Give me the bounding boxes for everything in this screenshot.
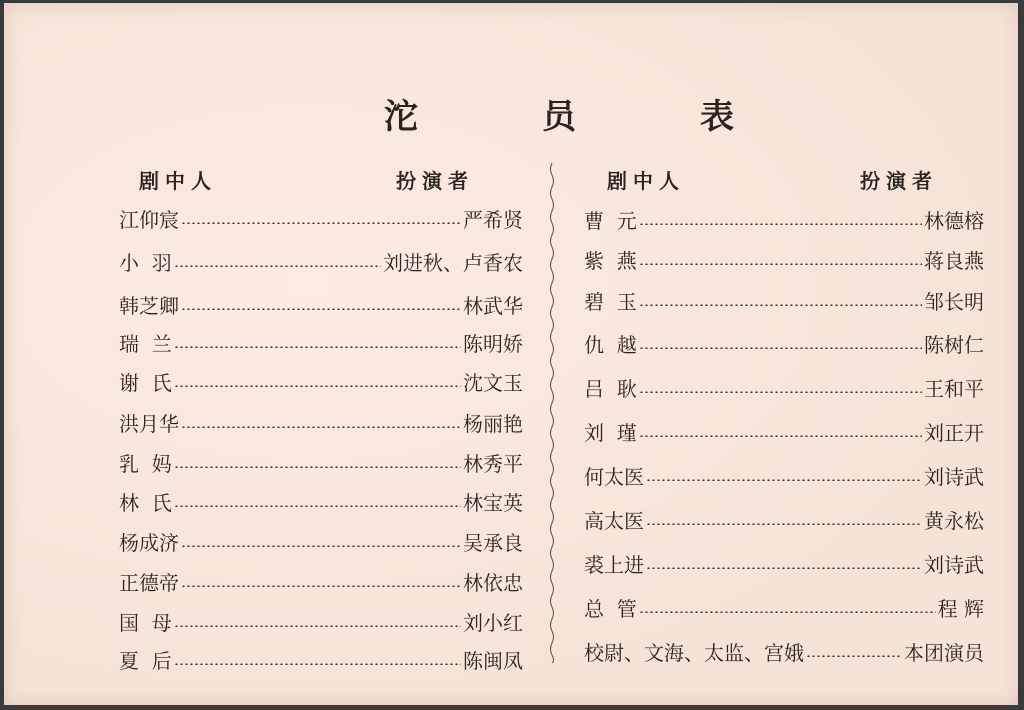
leader-dots [646,479,922,481]
leader-dots [181,308,461,310]
cast-row [119,526,523,556]
cast-row [584,328,984,358]
actor-name: 刘诗武 [924,464,984,489]
role-name: 碧 玉 [584,289,637,314]
leader-dots [639,611,936,613]
cast-row [119,566,523,596]
actor-name: 林宝英 [463,490,523,515]
actor-name: 沈文玉 [463,370,523,395]
cast-row [584,285,984,315]
role-name: 曹 元 [584,208,637,233]
cast-row [119,327,523,357]
role-name: 紫 燕 [584,248,637,273]
cast-row [119,246,523,276]
role-name: 国 母 [119,610,172,635]
cast-row [119,447,523,477]
cast-row [119,644,523,674]
actor-name: 刘小红 [463,610,523,635]
leader-dots [639,304,922,306]
cast-row [119,366,523,396]
actor-name: 刘诗武 [924,552,984,577]
leader-dots [174,385,461,387]
leader-dots [181,545,461,547]
role-name: 瑞 兰 [119,331,172,356]
role-name: 高太医 [584,508,644,533]
actor-name: 蒋良燕 [924,248,984,273]
cast-row [584,636,984,666]
role-name: 何太医 [584,464,644,489]
actor-name: 林依忠 [463,570,523,595]
leader-dots [806,655,902,657]
role-name: 洪月华 [119,411,179,436]
leader-dots [646,567,922,569]
cast-row [119,289,523,319]
title-char-2: 员 [542,96,576,137]
leader-dots [181,426,461,428]
actor-name: 本团演员 [904,640,984,665]
role-name: 刘 瑾 [584,420,637,445]
cast-row [119,606,523,636]
role-name: 乳 妈 [119,451,172,476]
leader-dots [174,505,461,507]
role-name: 林 氏 [119,490,172,515]
actor-name: 程 辉 [937,596,984,621]
leader-dots [174,466,461,468]
actor-name: 杨丽艳 [463,411,523,436]
role-name: 吕 耿 [584,376,637,401]
left-header-actor: 扮演者 [396,169,474,193]
left-header-role: 剧中人 [139,169,217,193]
cast-row [584,460,984,490]
actor-name: 刘进秋、卢香农 [383,250,523,275]
role-name: 正德帝 [119,570,179,595]
page-title [384,91,734,135]
actor-name: 王和平 [924,376,984,401]
actor-name: 林秀平 [463,451,523,476]
right-header-role: 剧中人 [607,169,685,193]
leader-dots [639,263,922,265]
actor-name: 陈明娇 [463,331,523,356]
role-name: 校尉、文海、太监、宫娥 [584,640,804,665]
cast-row [584,592,984,622]
leader-dots [639,391,922,393]
actor-name: 刘正开 [924,420,984,445]
actor-name: 林德榕 [924,208,984,233]
cast-row [119,486,523,516]
cast-row [584,504,984,534]
actor-name: 陈闽凤 [463,648,523,673]
cast-list-page [4,3,1018,705]
actor-name: 吴承良 [463,530,523,555]
role-name: 仇 越 [584,332,637,357]
role-name: 夏 后 [119,648,172,673]
leader-dots [646,523,922,525]
title-char-1: 沱 [384,96,418,137]
cast-row [584,372,984,402]
leader-dots [174,625,461,627]
cast-row [119,203,523,233]
role-name: 小 羽 [119,250,172,275]
leader-dots [639,347,922,349]
cast-row [584,416,984,446]
leader-dots [174,265,381,267]
leader-dots [174,663,461,665]
role-name: 裘上进 [584,552,644,577]
role-name: 江仰宸 [119,207,179,232]
role-name: 杨成济 [119,530,179,555]
right-header-actor: 扮演者 [860,169,938,193]
leader-dots [639,223,922,225]
title-char-3: 表 [700,96,734,137]
cast-row [119,407,523,437]
leader-dots [181,222,461,224]
leader-dots [181,585,461,587]
cast-row [584,244,984,274]
actor-name: 陈树仁 [924,332,984,357]
role-name: 总 管 [584,596,637,621]
actor-name: 林武华 [463,293,523,318]
leader-dots [174,346,461,348]
actor-name: 黄永松 [924,508,984,533]
role-name: 谢 氏 [119,370,172,395]
role-name: 韩芝卿 [119,293,179,318]
column-divider [547,163,557,663]
actor-name: 邹长明 [924,289,984,314]
cast-row [584,548,984,578]
leader-dots [639,435,922,437]
actor-name: 严希贤 [463,207,523,232]
cast-row [584,204,984,234]
